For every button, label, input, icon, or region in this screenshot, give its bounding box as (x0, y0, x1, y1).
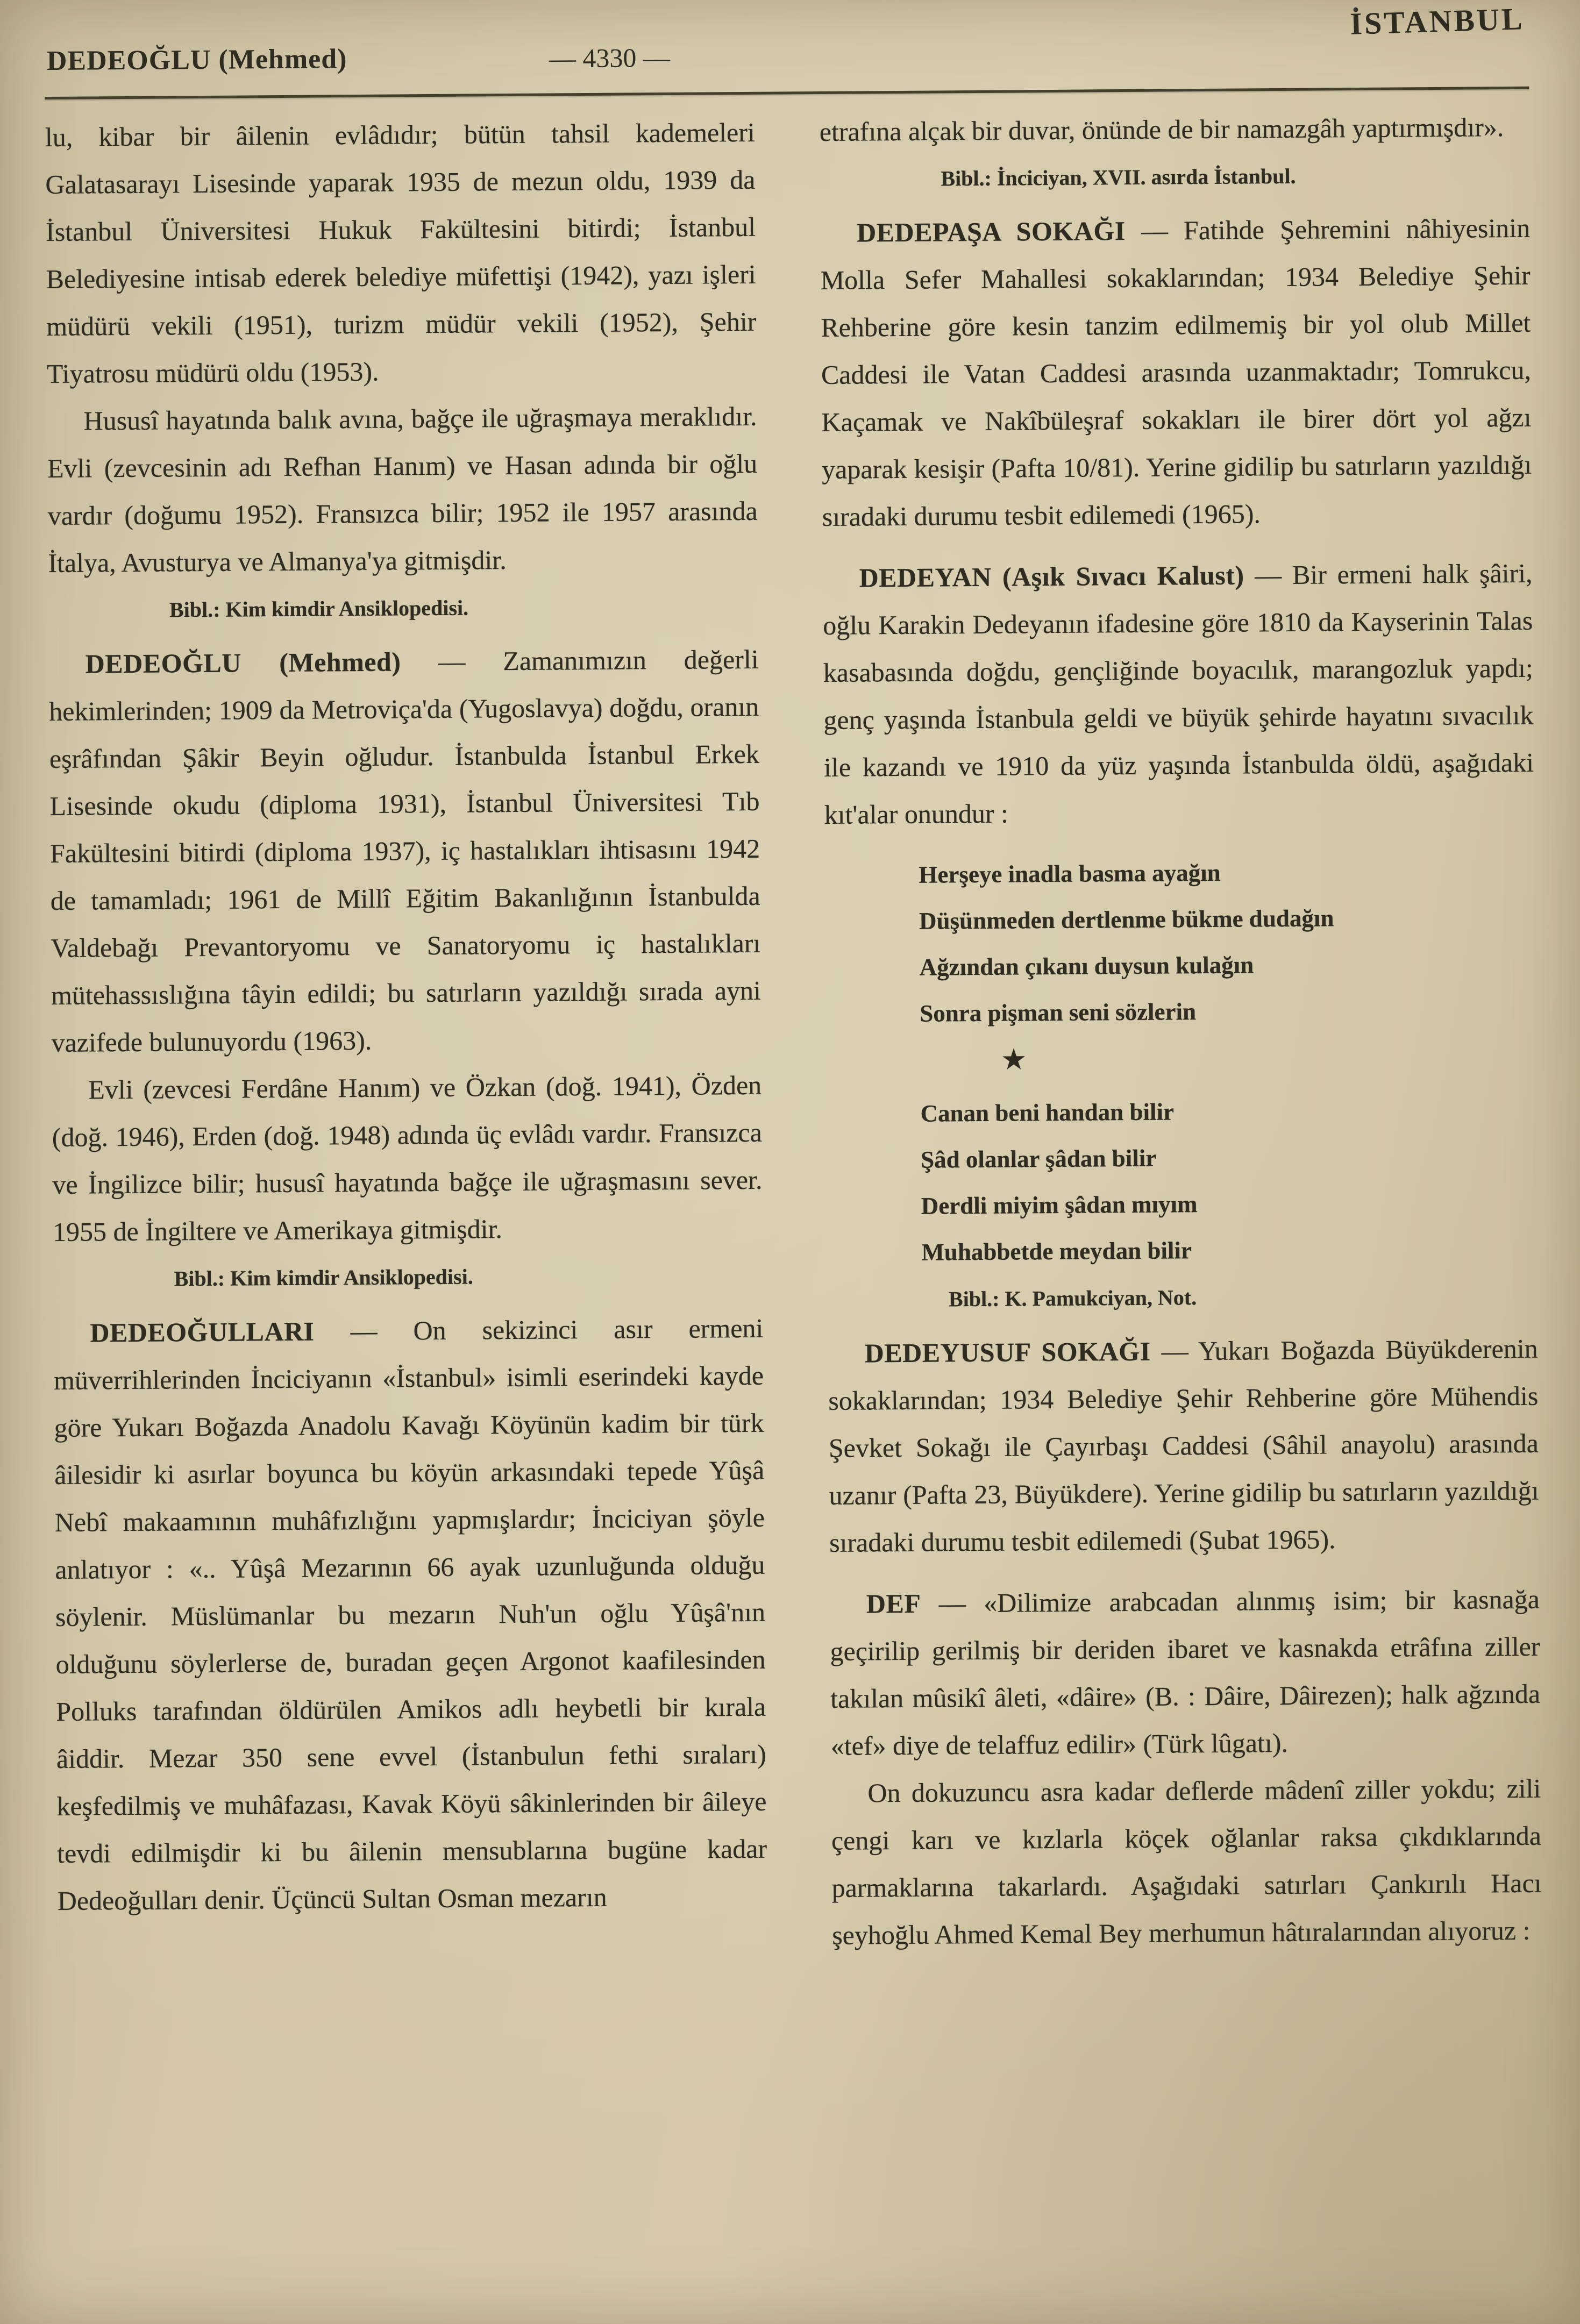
entry-paragraph (48, 636, 761, 1066)
bibliography-line: Bibl.: Kim kimdir Ansiklopedisi. (169, 595, 469, 622)
entry-body: — Zamanımızın değerli hekimlerinden; 1909 da Metroviça'da (Yugoslavya) doğdu, oranın eşrâfından Şâkir Beyin oğludur. İstanbulda İstanbul Erkek Lisesinde okudu (diploma 1931), İstanbul Üniversitesi Tıb Fakültesini bitirdi (diploma 1937), iç hastalıkları ihtisasını 1942 de tamamladı; 1961 de Millî Eğitim Bakanlığının İstanbulda Valdebağı Prevantoryomu ve Sanatoryomu iç hastalıkları mütehassıslığına tâyin edildi; bu satırların yazıldığı sırada ayni vazifede bulunuyordu (1963). (49, 644, 761, 1058)
paragraph-continuation: etrafına alçak bir duvar, önünde de bir namazgâh yaptırmışdır». (819, 112, 1504, 147)
entry-body: — Fatihde Şehremini nâhiyesinin Molla Sefer Mahallesi sokaklarından; 1934 Belediye Şehir Rehberine göre kesin tanzim edilmemiş bir yol olub Millet Caddesi ile Vatan Caddesi arasında uzanmaktadır; Tomrukcu, Kaçamak ve Nakîbüleşraf sokakları ile birer dört yol ağzı yaparak kesişir (Pafta 10/81). Yerine gidilip bu satırların yazıldığı sıradaki durumu tesbit edilemedi (1965). (820, 212, 1532, 532)
entry-body: — «Dilimize arabcadan alınmış isim; bir kasnağa geçirilip gerilmiş bir deriden ibaret ve kasnakda etrâfına ziller takılan mûsikî âleti, «dâire» (B. : Dâire, Dâirezen); halk ağzında «tef» diye de telaffuz edilir» (Türk lûgatı). (830, 1584, 1541, 1761)
entry-headword: DEDEYUSUF SOKAĞI (864, 1336, 1151, 1368)
column-right (819, 103, 1542, 1959)
entry-headword: DEDEOĞLU (Mehmed) (85, 646, 401, 679)
bibliography-line: Bibl.: K. Pamukciyan, Not. (948, 1285, 1197, 1311)
header-rule (45, 87, 1529, 99)
entry-paragraph (820, 204, 1532, 540)
verse-line: Derdli miyim şâdan mıyım (921, 1190, 1198, 1220)
header-entry-title: DEDEOĞLU (Mehmed) (46, 44, 347, 77)
page-number: — 4330 — (549, 42, 671, 74)
star-separator-icon: ★ (1000, 1043, 1027, 1076)
entry-paragraph (53, 1304, 767, 1924)
verse-line: Şâd olanlar şâdan bilir (920, 1144, 1157, 1173)
verse-line: Düşünmeden dertlenme bükme dudağın (919, 904, 1334, 935)
verse-stanza (920, 1086, 1537, 1275)
bibliography-line: Bibl.: İnciciyan, XVII. asırda İstanbul. (941, 163, 1296, 191)
entry-headword: DEDEYAN (Aşık Sıvacı Kalust) (859, 560, 1244, 593)
entry-body: — On sekizinci asır ermeni müverrihlerinden İnciciyanın «İstanbul» isimli eserindeki kayde göre Yukarı Boğazda Anadolu Kavağı Köyünün kadim bir türk âilesidir ki asırlar boyunca bu köyün arkasındaki tepede Yûşâ Nebî makaamının muhâfızlığını yapmışlardır; İnciciyan şöyle anlatıyor : «.. Yûşâ Mezarının 66 ayak uzunluğunda olduğu söylenir. Müslümanlar bu mezarın Nuh'un oğlu Yûşâ'nın olduğunu söylerlerse de, buradan geçen Argonot kaafilesinden Polluks tarafından öldürülen Amikos adlı heybetli bir kırala âiddir. Mezar 350 sene evvel (İstanbulun fethi sıraları) keşfedilmiş ve muhâfazası, Kavak Köyü sâkinlerinden bir âileye tevdi edilmişdir ki bu âilenin mensublarına bugüne kadar Dedeoğulları denir. Üçüncü Sultan Osman mezarın (53, 1313, 767, 1916)
paragraph-continuation: lu, kibar bir âilenin evlâdıdır; bütün tahsil kademeleri Galatasarayı Lisesinde yaparak 1935 de mezun oldu, 1939 da İstanbul Üniversitesi Hukuk Fakültesini bitirdi; İstanbul Belediyesine intisab ederek belediye müfettişi (1942), yazı işleri müdürü vekili (1951), turizm müdür vekili (1952), Şehir Tiyatrosu müdürü oldu (1953). (45, 117, 757, 389)
entry-paragraph (822, 550, 1534, 838)
entry-body: — Yukarı Boğazda Büyükderenin sokaklarından; 1934 Belediye Şehir Rehberine göre Mühendis Şevket Sokağı ile Çayırbaşı Caddesi (Sâhil anayolu) arasında uzanır (Pafta 23, Büyükdere). Yerine gidilip bu satırların yazıldığı sıradaki durumu tesbit edilemedi (Şubat 1965). (828, 1333, 1539, 1558)
verse-line: Ağzından çıkanı duysun kulağın (919, 951, 1254, 981)
verse-line: Canan beni handan bilir (920, 1098, 1175, 1127)
page-content (44, 1, 1542, 1964)
entry-paragraph (830, 1576, 1541, 1770)
bibliography-line: Bibl.: Kim kimdir Ansiklopedisi. (174, 1264, 473, 1291)
entry-headword: DEDEOĞULLARI (90, 1316, 315, 1348)
paragraph: Hususî hayatında balık avına, bağçe ile uğraşmaya meraklıdır. Evli (zevcesinin adı Refhan Hanım) ve Hasan adında bir oğlu vardır (doğumu 1952). Fransızca bilir; 1952 ile 1957 arasında İtalya, Avusturya ve Almanya'ya gitmişdir. (47, 401, 758, 579)
entry-headword: DEDEPAŞA SOKAĞI (856, 216, 1126, 248)
verse-line: Muhabbetde meydan bilir (921, 1237, 1192, 1266)
column-left (45, 109, 768, 1964)
paragraph: On dokuzuncu asra kadar deflerde mâdenî ziller yokdu; zili çengi karı ve kızlarla köçek oğlanlar raksa çıkdıklarında parmaklarına takarlardı. Aşağıdaki satırları Çankırılı Hacı şeyhoğlu Ahmed Kemal Bey merhumun hâtıralarından alıyoruz : (831, 1773, 1542, 1950)
two-column-layout (45, 103, 1542, 1964)
paragraph: Evli (zevcesi Ferdâne Hanım) ve Özkan (doğ. 1941), Özden (doğ. 1946), Erden (doğ. 1948) adında üç evlâdı vardır. Fransızca ve İngilizce bilir; hususî hayatında bağçe ile uğraşmasını sever. 1955 de İngiltere ve Amerikaya gitmişdir. (52, 1070, 763, 1247)
entry-headword: DEF (866, 1588, 921, 1619)
verse-line: Herşeye inadla basma ayağın (919, 859, 1221, 888)
entry-paragraph (828, 1325, 1539, 1566)
entry-body: — Bir ermeni halk şâiri, oğlu Karakin Dedeyanın ifadesine göre 1810 da Kayserinin Talas kasabasında doğdu, gençliğinde boyacılık, marangozluk yapdı; genç yaşında İstanbula geldi ve büyük şehirde hayatını sıvacılık ile kazandı ve 1910 da yüz yaşında İstanbulda öldü, aşağıdaki kıt'alar onundur : (823, 558, 1534, 830)
verse-line: Sonra pişman seni sözlerin (920, 998, 1197, 1027)
running-head: İSTANBUL (1349, 1, 1525, 41)
page-header (44, 1, 1529, 81)
verse-stanza (919, 847, 1535, 1037)
